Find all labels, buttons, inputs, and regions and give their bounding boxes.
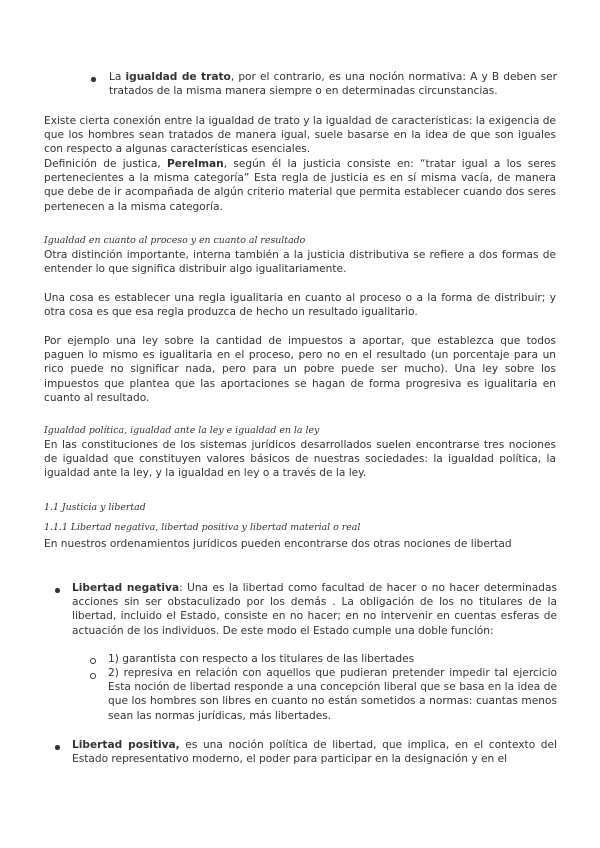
sub-bullet-garantista: 1) garantista con respecto a los titulares de las libertades bbox=[108, 653, 415, 665]
bullet-igualdad-trato: La igualdad de trato, por el contrario, es una noción normativa: A y B deben ser tratados de la misma manera siempre o en determinadas circunstancias. bbox=[109, 71, 558, 98]
sub-bullet-circle bbox=[90, 658, 96, 664]
paragraph-regla: Una cosa es establecer una regla igualitaria en cuanto al proceso o a la forma de distribuir; y otra cosa es que esa regla produzca de hecho un resultado igualitario. bbox=[44, 292, 556, 319]
bullet-dot bbox=[55, 745, 60, 750]
paragraph-conexion: Existe cierta conexión entre la igualdad de trato y la igualdad de características: la exigencia de que los hombres sean tratados de manera igual, suele basarse en la idea de que son iguales con respecto a algunas características esenciales. bbox=[44, 115, 556, 156]
bullet-dot bbox=[55, 588, 60, 593]
heading-justicia-libertad: 1.1 Justicia y libertad bbox=[44, 502, 146, 513]
bullet-libertad-positiva: Libertad positiva, es una noción política de libertad, que implica, en el contexto del Estado representativo moderno, el poder para participar en la designación y en el bbox=[72, 739, 557, 766]
paragraph-ordenamientos: En nuestros ordenamientos jurídicos pueden encontrarse dos otras nociones de libertad bbox=[44, 538, 512, 550]
heading-libertad-tipos: 1.1.1 Libertad negativa, libertad positiva y libertad material o real bbox=[44, 522, 361, 533]
bullet-libertad-negativa: Libertad negativa: Una es la libertad como facultad de hacer o no hacer determinadas acciones sin ser obstaculizado por los demás . La obligación de los no titulares de la libertad, incluido el Estado, consiste en no hacer; en no intervenir en cuentas esferas de actuación de los individuos. De este modo el Estado cumple una doble función: bbox=[72, 582, 557, 637]
paragraph-ejemplo: Por ejemplo una ley sobre la cantidad de impuestos a aportar, que establezca que todos paguen lo mismo es igualitaria en el proceso, pero no en el resultado (un porcentaje para un rico puede no significar nada, pero para un pobre puede ser mucho). Una ley sobre los impuestos que plantea que las aportaciones se hagan de forma progresiva es igualitaria en cuanto al resultado. bbox=[44, 335, 556, 404]
sub-bullet-represiva: 2) represiva en relación con aquellos que pudieran pretender impedir tal ejercicio Esta noción de libertad responde a una concepción liberal que se basa en la idea de que los hombres son libres en cuanto no están sometidos a normas: cuantas menos sean las normas jurídicas, más libertades. bbox=[108, 667, 557, 722]
paragraph-constituciones: En las constituciones de los sistemas jurídicos desarrollados suelen encontrarse tres nociones de igualdad que constituyen valores básicos de nuestras sociedades: la igualdad política, la igualdad ante la ley, y la igualdad en ley o a través de la ley. bbox=[44, 439, 556, 480]
sub-bullet-circle bbox=[90, 673, 96, 679]
paragraph-perelman: Definición de justica, Perelman, según él la justicia consiste en: “tratar igual a los seres pertenecientes a la misma categoría” Esta regla de justicia es en sí misma vacía, de manera que debe de ir acompañada de algún criterio material que permita establecer cuando dos seres pertenecen a la misma categoría. bbox=[44, 158, 556, 213]
paragraph-distincion: Otra distinción importante, interna también a la justicia distributiva se refiere a dos formas de entender lo que significa distribuir algo igualitariamente. bbox=[44, 249, 556, 276]
bullet-dot bbox=[91, 77, 96, 82]
heading-igualdad-politica: Igualdad política, igualdad ante la ley e igualdad en la ley bbox=[44, 425, 320, 436]
heading-igualdad-proceso: Igualdad en cuanto al proceso y en cuanto al resultado bbox=[44, 235, 306, 246]
